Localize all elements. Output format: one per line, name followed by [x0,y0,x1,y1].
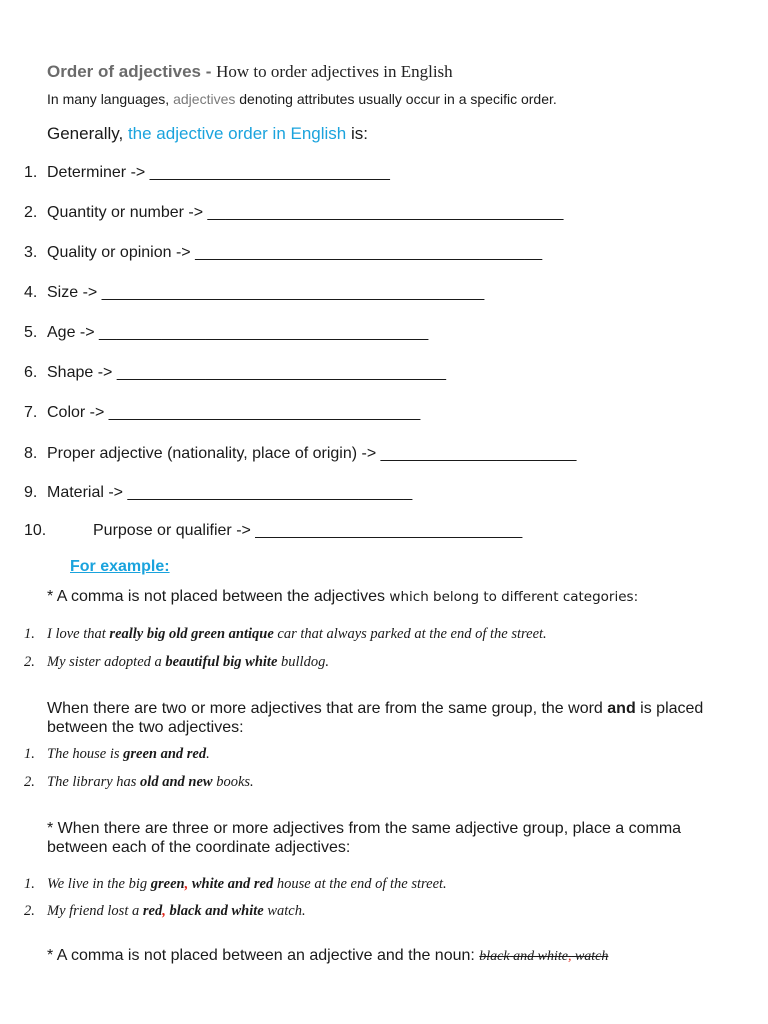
adjective-order-link[interactable]: the adjective order in English [127,124,347,143]
adjectives-link[interactable]: adjectives [173,91,236,107]
rule-no-comma-different-categories: * A comma is not placed between the adjectives which belong to different categories: [47,588,639,605]
rule-comma-coordinate: * When there are three or more adjectives from the same adjective group, place a comma between each of the coordinate adjectives: [47,820,682,856]
rule-and-same-group: When there are two or more adjectives that are from the same group, the word and is placed between the two adjectives: [47,700,704,736]
page-title [47,62,453,82]
struck-example: black and white, watch [479,949,609,964]
intro-text: In many languages, adjectives denoting attributes usually occur in a specific order. [47,91,557,107]
example-heading: For example: [70,558,170,575]
title-main: Order of adjectives - [47,62,217,81]
title-subtitle: How to order adjectives in English [216,62,453,81]
general-text: Generally, the adjective order in English is: [47,124,368,143]
rule-no-comma-noun: * A comma is not placed between an adjective and the noun: black and white, watch [47,947,609,964]
